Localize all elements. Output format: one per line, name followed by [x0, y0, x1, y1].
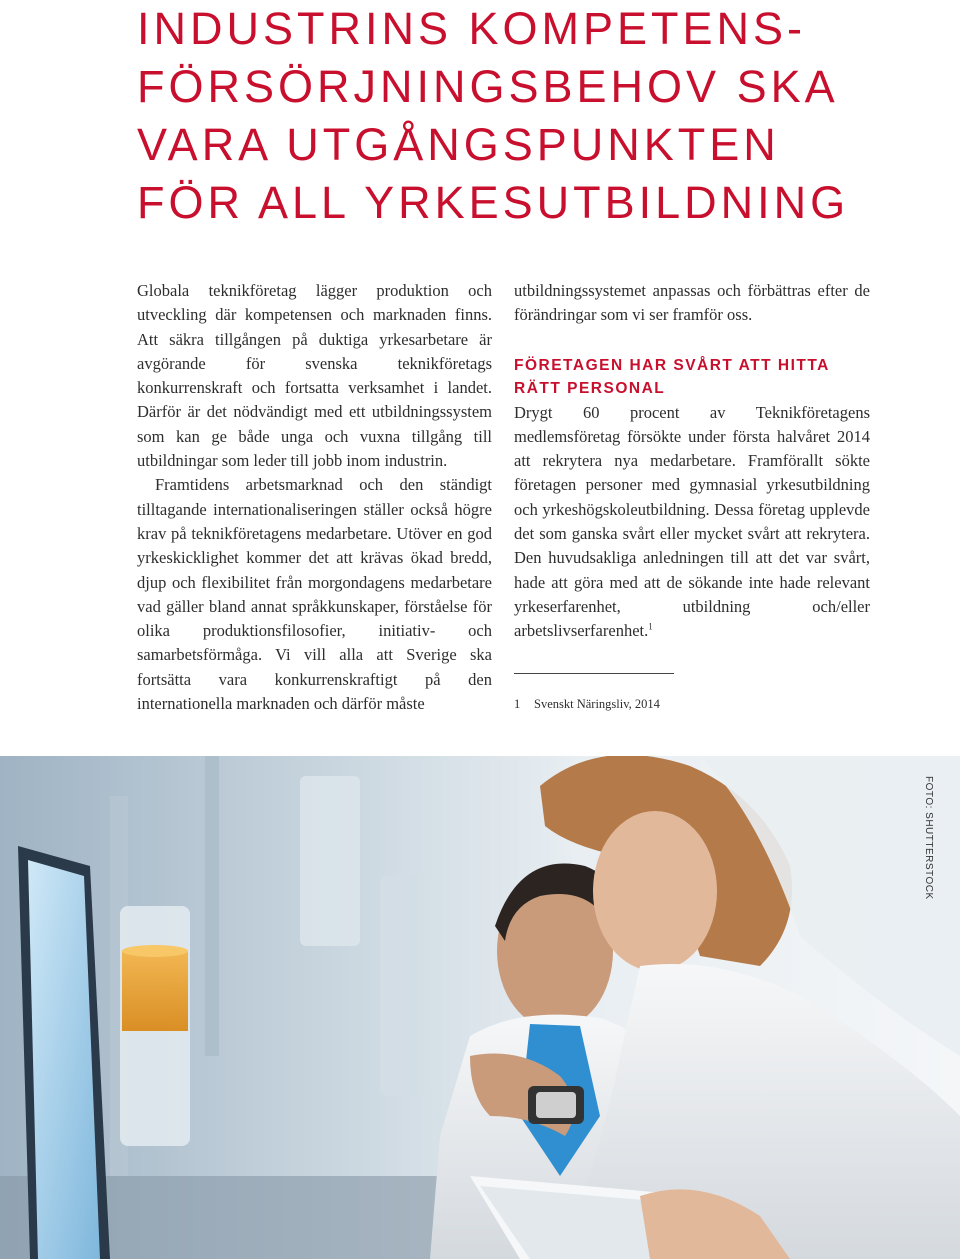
- title-line-2: FÖRSÖRJNINGSBEHOV SKA: [137, 61, 839, 112]
- lab-photo: [0, 756, 960, 1259]
- footnote-number: 1: [514, 697, 521, 711]
- title-line-3: VARA UTGÅNGSPUNKTEN: [137, 119, 780, 170]
- lab-photo-illustration: [0, 756, 960, 1259]
- footnote: [514, 696, 660, 712]
- footnote-divider: [514, 673, 674, 674]
- left-text-column: [137, 279, 492, 716]
- footnote-text: Svenskt Näringsliv, 2014: [534, 697, 660, 711]
- photo-credit: [922, 776, 936, 900]
- body-paragraph: Framtidens arbetsmarknad och den ständigt tilltagande internationaliseringen ställer också högre krav på teknikföretagens medarbetare. Utöver en god yrkeskicklighet kommer det att krävas ökad bredd, djup och flexibilitet från morgondagens medarbetare vad gäller bland annat språkkunskaper, förståelse för olika produktionsfilosofier, initiativ- och samarbetsförmåga. Vi vill alla att Sverige ska fortsätta vara konkurrenskraftigt på den internationella marknaden och därför måste: [137, 475, 492, 714]
- body-paragraph: [514, 401, 870, 644]
- title-line-1: INDUSTRINS KOMPETENS-: [137, 3, 807, 54]
- footnote-reference: 1: [648, 621, 653, 632]
- right-text-column: [514, 279, 870, 644]
- body-paragraph: utbildningssystemet anpassas och förbättras efter de förändringar som vi ser framför oss.: [514, 281, 870, 325]
- photo-credit-text: FOTO: SHUTTERSTOCK: [923, 776, 934, 900]
- title-line-4: FÖR ALL YRKESUTBILDNING: [137, 177, 850, 228]
- body-paragraph-text: Drygt 60 procent av Teknikföretagens medlemsföretag försökte under första halvåret 2014 att rekrytera nya medarbetare. Framförallt sökte företagen personer med gymnasial yrkesutbildning och yrkeshögskoleutbildning. Dessa företag upplevde det som ganska svårt eller mycket svårt att rekrytera. Den huvudsakliga anledningen till att det var svårt, hade att göra med att de sökande inte hade relevant yrkeserfarenhet, utbildning och/eller arbetslivserfarenhet.: [514, 402, 870, 641]
- section-subheading: FÖRETAGEN HAR SVÅRT ATT HITTA RÄTT PERSONAL: [514, 356, 830, 397]
- body-paragraph: Globala teknikföretag lägger produktion och utveckling där kompetensen och marknaden finns. Att säkra tillgången på duktiga yrkesarbetare är avgörande för svenska teknikföretags konkurrenskraft och fortsatta verksamhet i landet. Därför är det nödvändigt med ett utbildningssystem som kan ge både unga och vuxna tillgång till utbildningar som leder till jobb inom industrin.: [137, 281, 492, 471]
- article-title: [137, 0, 937, 232]
